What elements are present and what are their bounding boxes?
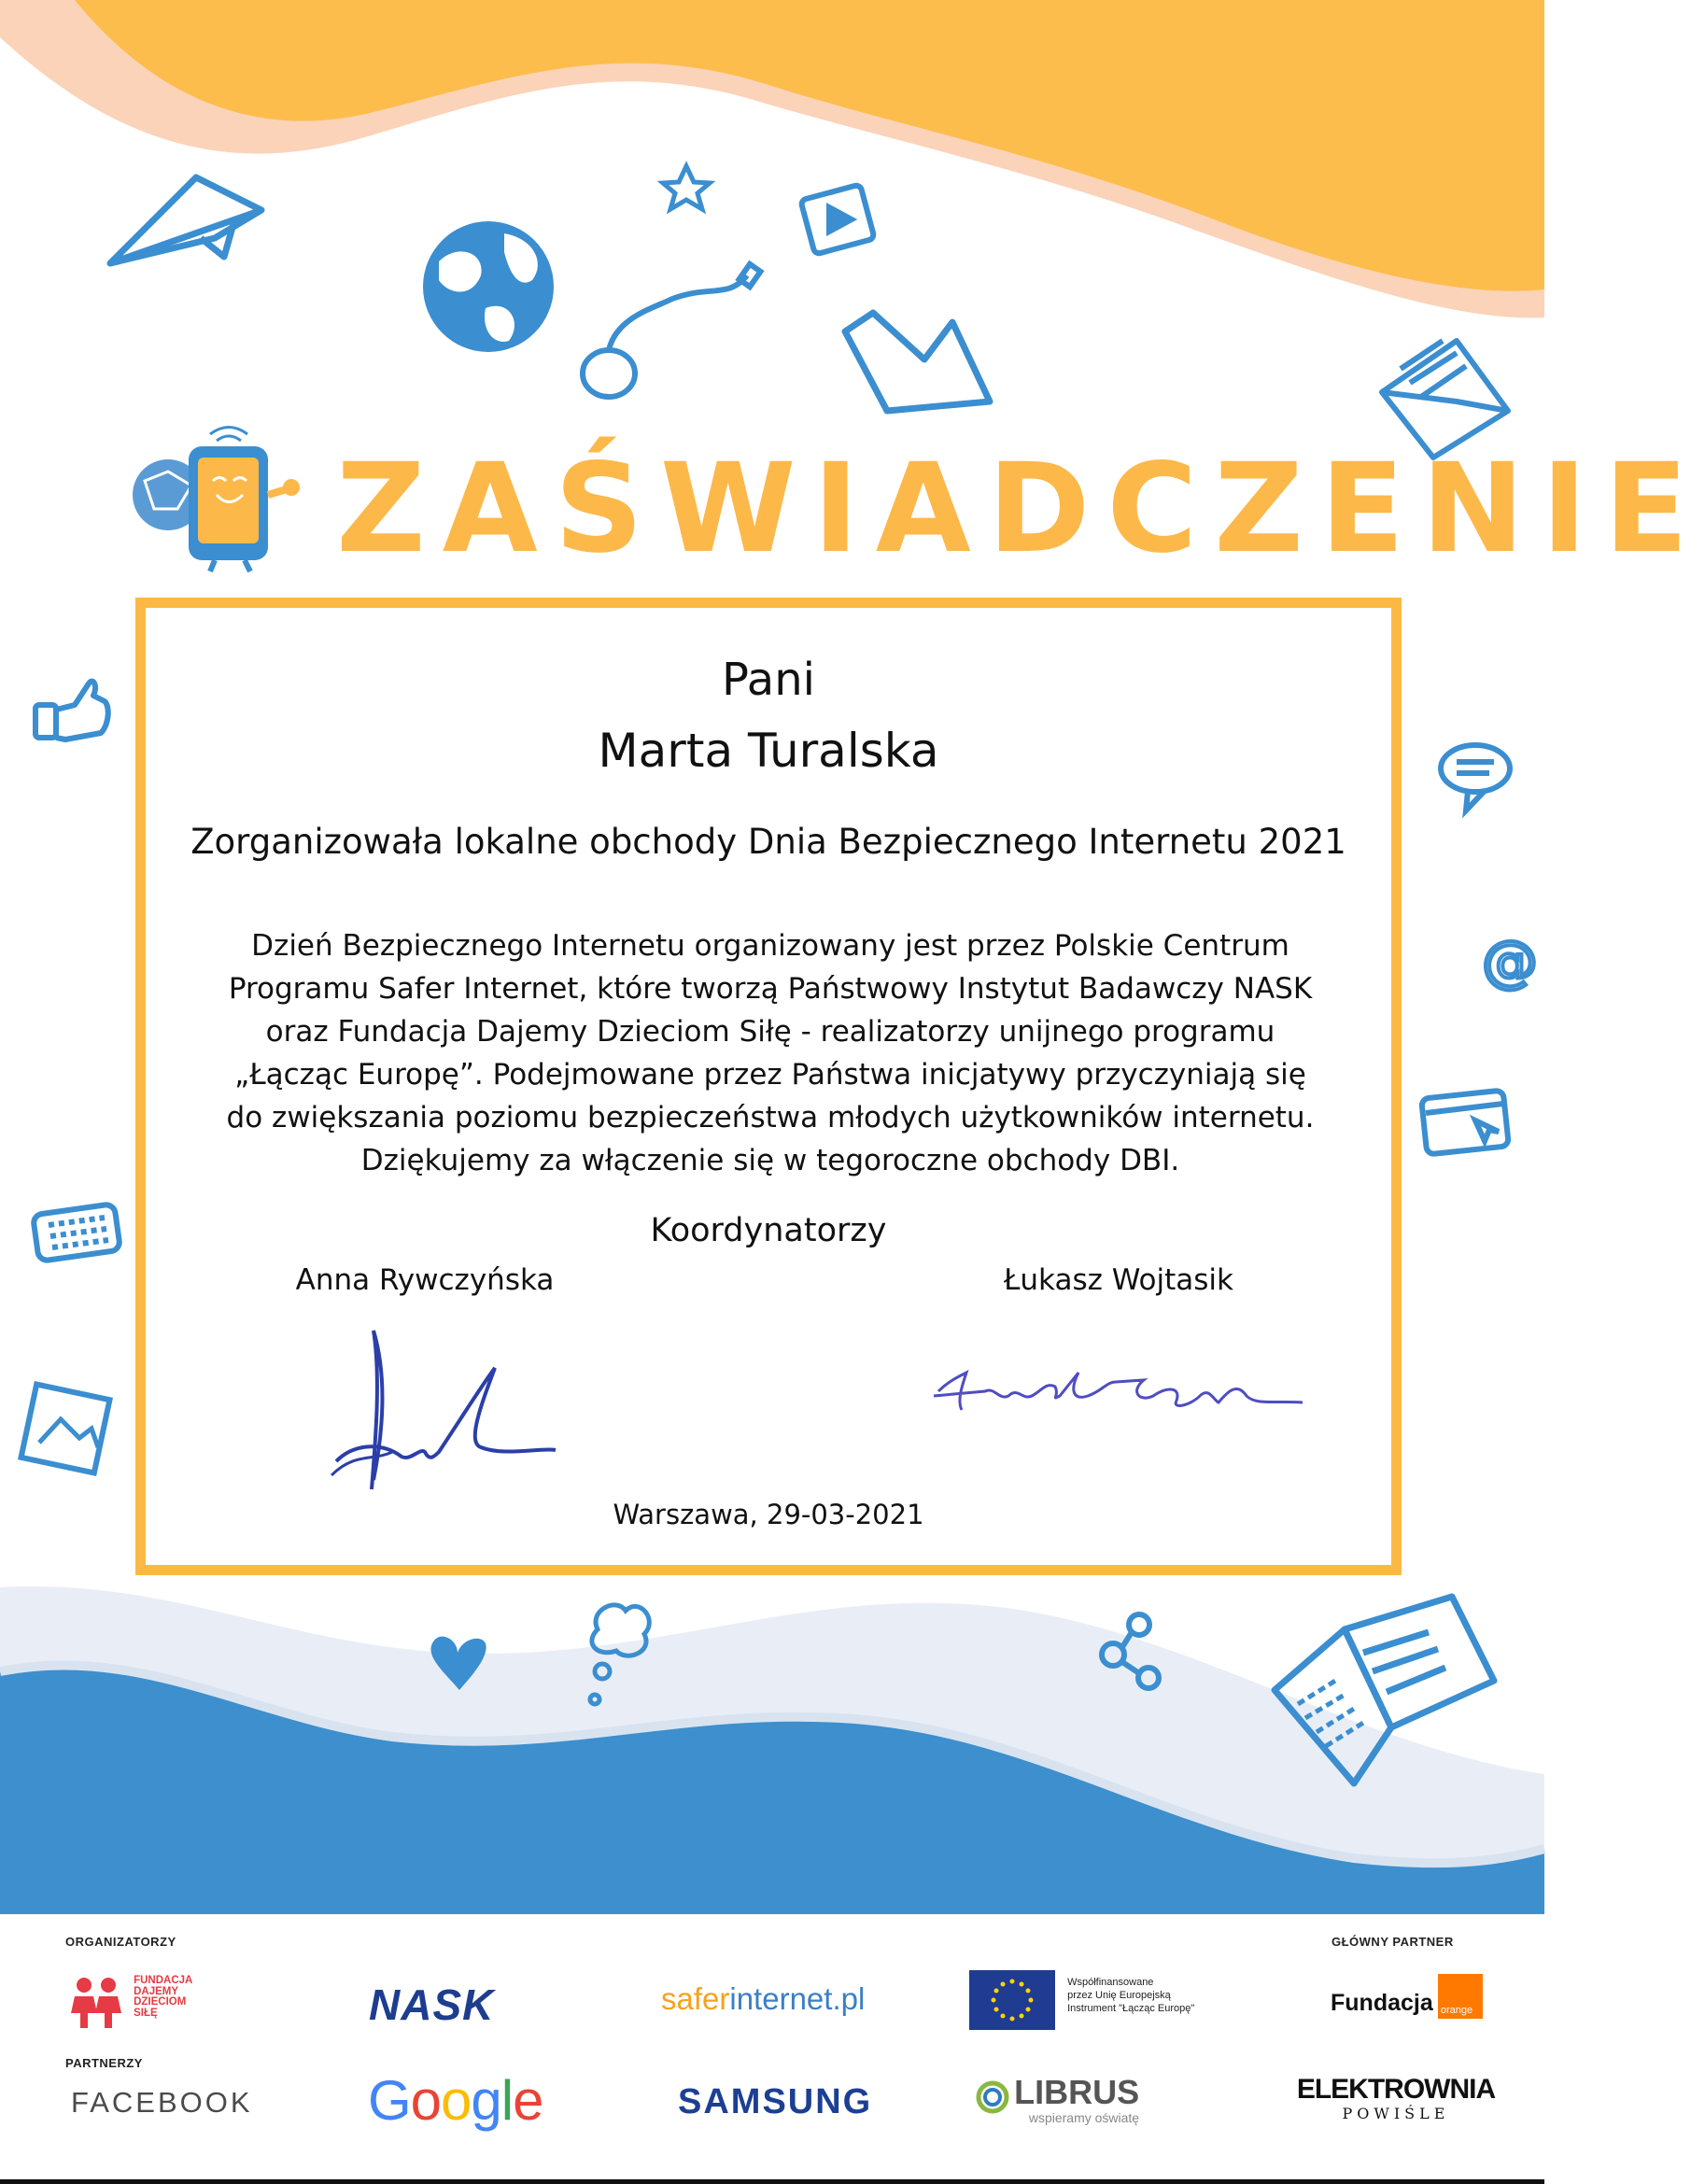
certificate-body	[205, 924, 1335, 1182]
body-line: Dziękujemy za włączenie się w tegoroczne obchody DBI.	[360, 1144, 1180, 1177]
signature-right	[929, 1345, 1321, 1429]
children-icon	[67, 1976, 125, 2030]
elektrownia-text: ELEKTROWNIA	[1296, 2074, 1496, 2105]
thumbs-up-icon	[35, 682, 108, 740]
browser-window-icon	[1421, 1091, 1509, 1155]
google-letter: g	[471, 2069, 501, 2132]
samsung-logo: SAMSUNG	[678, 2082, 873, 2121]
arrow-icon	[845, 313, 990, 411]
facebook-logo: FACEBOOK	[71, 2086, 253, 2119]
orange-text: orange	[1440, 2005, 1473, 2016]
bottom-border	[0, 2179, 1544, 2184]
certificate-title: ZAŚWIADCZENIE	[336, 437, 1705, 581]
fundacja-orange-logo	[1331, 1974, 1483, 2019]
body-line: „Łącząc Europę”. Podejmowane przez Państwa inicjatywy przyczyniają się	[234, 1058, 1306, 1092]
google-letter: l	[500, 2069, 514, 2132]
recipient-name: Marta Turalska	[598, 724, 939, 778]
elektrownia-logo	[1289, 2075, 1503, 2122]
eu-line: Współfinansowane	[1067, 1977, 1154, 1988]
librus-swirl-icon	[976, 2080, 1009, 2114]
google-logo	[368, 2068, 543, 2133]
eu-logo	[969, 1970, 1194, 2030]
paper-plane-icon	[110, 177, 261, 263]
google-letter: e	[513, 2069, 543, 2132]
librus-tagline: wspieramy oświatę	[1028, 2110, 1140, 2125]
globe-icon	[423, 221, 554, 352]
achievement-text: Zorganizowała lokalne obchody Dnia Bezpiecznego Internetu 2021	[190, 822, 1346, 862]
footer-logos	[0, 1914, 1544, 2184]
google-letter: G	[368, 2069, 411, 2132]
fdds-line: FUNDACJA	[134, 1975, 193, 1986]
powisle-text: POWIŚLE	[1342, 2105, 1450, 2122]
at-icon: @	[1482, 929, 1538, 994]
librus-text: LIBRUS	[1014, 2073, 1140, 2111]
partners-label: PARTNERZY	[65, 2056, 143, 2070]
coordinators-heading: Koordynatorzy	[650, 1212, 887, 1249]
orange-square	[1438, 1974, 1483, 2019]
eu-line: przez Unię Europejską	[1067, 1990, 1171, 2001]
place-and-date: Warszawa, 29-03-2021	[613, 1499, 924, 1530]
body-line: do zwiększania poziomu bezpieczeństwa młodych użytkowników internetu.	[226, 1101, 1315, 1134]
google-letter: o	[441, 2069, 472, 2132]
fundacja-text: Fundacja	[1331, 1990, 1433, 2016]
eu-line: Instrument "Łącząc Europę"	[1067, 2003, 1195, 2014]
keyboard-icon	[33, 1204, 120, 1261]
salutation: Pani	[722, 654, 815, 706]
fdds-logo	[67, 1976, 192, 2030]
star-icon	[663, 166, 710, 209]
nask-logo: NASK	[369, 1980, 495, 2029]
librus-logo	[976, 2075, 1139, 2125]
film-icon	[800, 184, 874, 254]
fdds-line: DZIECIOM	[134, 1996, 187, 2008]
saferinternet-logo	[661, 1981, 865, 2017]
organizers-label: ORGANIZATORZY	[65, 1935, 176, 1949]
signature-left	[317, 1321, 570, 1494]
mascot-phone-icon	[133, 428, 300, 572]
body-line: oraz Fundacja Dajemy Dzieciom Siłę - realizatorzy unijnego programu	[265, 1015, 1275, 1049]
chat-icon	[1441, 745, 1510, 810]
google-letter: o	[410, 2069, 442, 2132]
coordinator-right-name: Łukasz Wojtasik	[1003, 1263, 1234, 1297]
main-partner-label: GŁÓWNY PARTNER	[1332, 1935, 1454, 1949]
coordinator-left-name: Anna Rywczyńska	[295, 1263, 555, 1297]
body-line: Dzień Bezpiecznego Internetu organizowany jest przez Polskie Centrum	[251, 929, 1289, 963]
fdds-line: DAJEMY	[134, 1985, 179, 1997]
picture-icon	[21, 1385, 110, 1473]
eu-flag-icon	[969, 1970, 1055, 2030]
body-line: Programu Safer Internet, które tworzą Państwowy Instytut Badawczy NASK	[228, 972, 1313, 1006]
saferinternet-part-b: internet.pl	[729, 1981, 866, 2016]
mouse-icon	[583, 264, 760, 397]
saferinternet-part-a: safer	[661, 1981, 730, 2016]
fdds-line: SIŁĘ	[134, 2007, 158, 2019]
